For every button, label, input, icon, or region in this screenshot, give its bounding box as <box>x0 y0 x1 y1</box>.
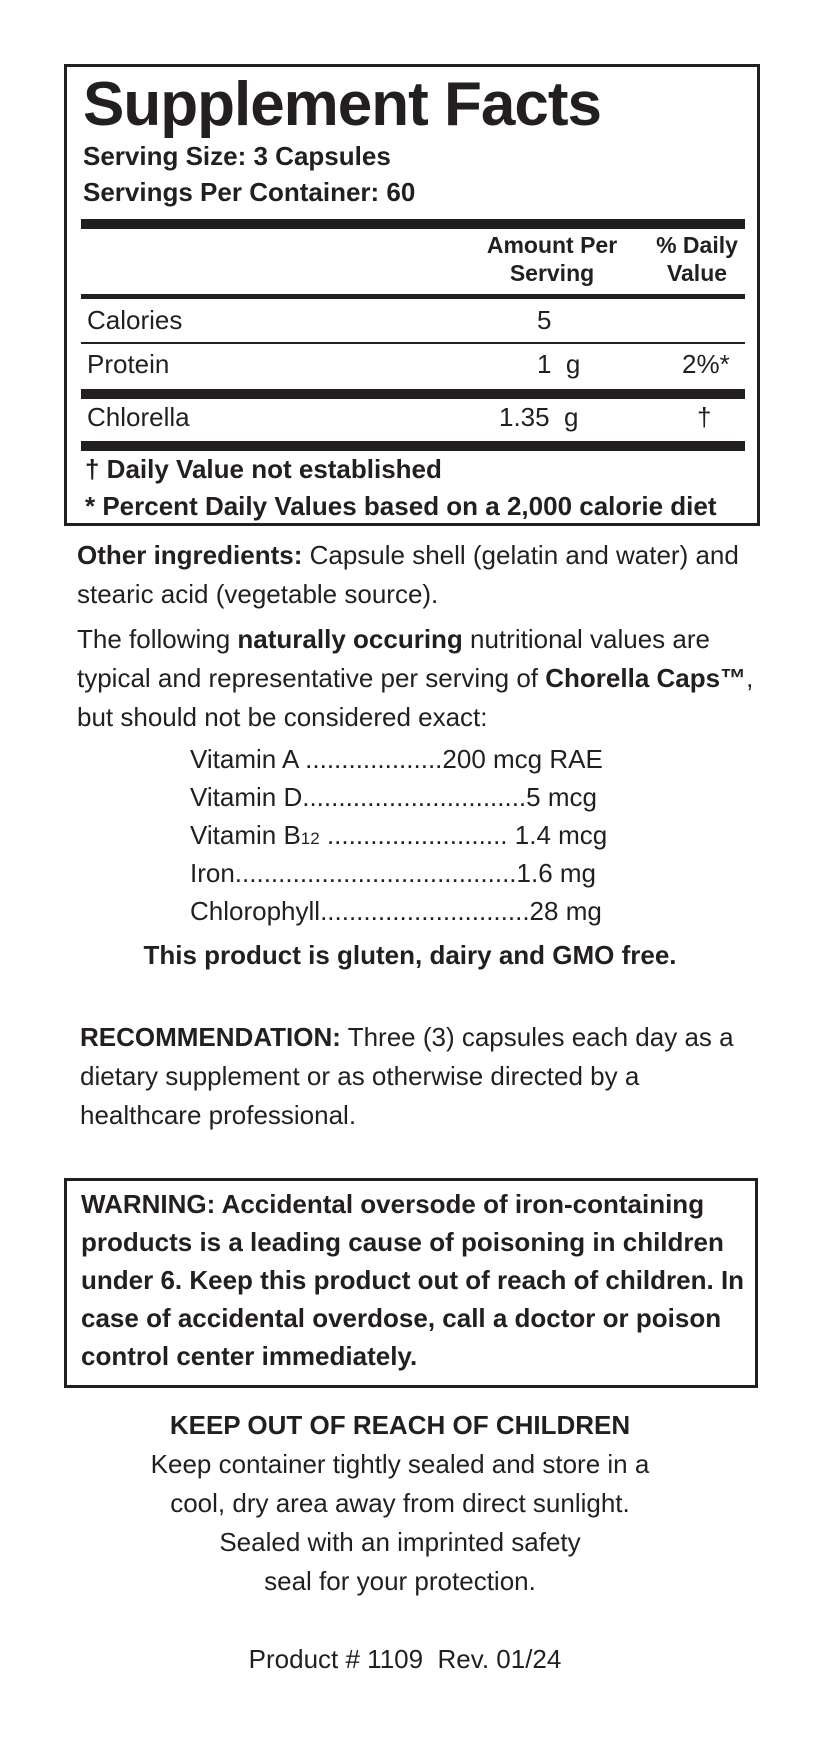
col-amount-header <box>482 231 622 287</box>
thick-rule-bottom <box>81 441 745 451</box>
recommendation-line3: healthcare professional. <box>80 1100 357 1130</box>
col-amount-header-line1: Amount Per <box>486 232 618 258</box>
row-label-protein: Protein <box>87 349 170 379</box>
other-ingredients-line1 <box>77 536 739 575</box>
warning-line5: control center immediately. <box>81 1341 418 1371</box>
storage-line3: Sealed with an imprinted safety <box>219 1527 581 1557</box>
facts-title: Supplement Facts <box>83 70 601 139</box>
gluten-free-statement: This product is gluten, dairy and GMO free. <box>143 940 677 970</box>
serving-size: Serving Size: 3 Capsules <box>83 141 391 171</box>
warning-line1: WARNING: Accidental oversode of iron-containing <box>81 1189 705 1219</box>
natural-l2c: , <box>746 663 754 693</box>
recommendation-line1 <box>80 1018 734 1057</box>
col-dv-header-line2: Value <box>666 260 728 286</box>
thin-rule <box>81 342 745 344</box>
warning-line2: products is a leading cause of poisoning in children <box>81 1227 724 1257</box>
col-amount-header-line2: Serving <box>509 260 595 286</box>
col-dv-header <box>647 231 747 287</box>
iron: Iron.......................................1.6 mg <box>190 858 597 888</box>
vitamin-b12-sub: 12 <box>300 829 320 848</box>
thick-rule-mid <box>81 389 745 399</box>
row-amount-chlorella: 1.35 g <box>499 402 579 432</box>
product-code: Product # 1109 Rev. 01/24 <box>248 1644 562 1674</box>
row-dv-chlorella: † <box>697 402 712 432</box>
other-ingredients-text1: Capsule shell (gelatin and water) and <box>302 540 739 570</box>
row-label-calories: Calories <box>87 305 183 335</box>
natural-line2 <box>77 659 753 698</box>
natural-line1 <box>77 620 710 659</box>
other-ingredients-label: Other ingredients: <box>77 540 303 570</box>
natural-l2a: typical and representative per serving of <box>77 663 546 693</box>
natural-l1a: The following <box>77 624 238 654</box>
recommendation-text1: Three (3) capsules each day as a <box>340 1022 734 1052</box>
supplement-facts-panel <box>64 64 760 526</box>
thick-rule-top <box>81 219 745 229</box>
footnote-percent-dv: * Percent Daily Values based on a 2,000 calorie diet <box>85 491 717 521</box>
col-dv-header-line1: % Daily <box>656 232 738 258</box>
recommendation-label: RECOMMENDATION: <box>80 1022 341 1052</box>
vitamin-a: Vitamin A ...................200 mcg RAE <box>190 744 603 774</box>
keep-out-heading: KEEP OUT OF REACH OF CHILDREN <box>169 1410 631 1440</box>
chlorophyll: Chlorophyll.............................28 mg <box>190 896 602 926</box>
row-amount-calories: 5 <box>537 305 552 335</box>
storage-line4: seal for your protection. <box>264 1566 536 1596</box>
other-ingredients-line2: stearic acid (vegetable source). <box>77 579 439 609</box>
natural-l1c: nutritional values are <box>462 624 710 654</box>
vitamin-b12-name: Vitamin B <box>190 820 301 850</box>
natural-line3: but should not be considered exact: <box>77 702 488 732</box>
servings-per-container: Servings Per Container: 60 <box>83 177 416 207</box>
vitamin-b12-value: ......................... 1.4 mcg <box>319 820 608 850</box>
row-dv-protein: 2%* <box>682 349 730 379</box>
warning-line4: case of accidental overdose, call a doctor or poison <box>81 1303 722 1333</box>
warning-box <box>64 1178 758 1388</box>
vitamin-b12 <box>190 820 607 851</box>
storage-line1: Keep container tightly sealed and store in a <box>150 1449 650 1479</box>
footnote-daily-value: † Daily Value not established <box>85 454 442 484</box>
row-amount-protein: 1 g <box>537 349 581 379</box>
natural-l2b: Chorella Caps™ <box>545 663 747 693</box>
recommendation-line2: dietary supplement or as otherwise directed by a <box>80 1061 640 1091</box>
vitamin-d: Vitamin D...............................5 mcg <box>190 782 597 812</box>
storage-line2: cool, dry area away from direct sunlight. <box>170 1488 630 1518</box>
medium-rule <box>81 294 745 299</box>
warning-line3: under 6. Keep this product out of reach of children. In <box>81 1265 745 1295</box>
natural-l1b: naturally occuring <box>237 624 463 654</box>
row-label-chlorella: Chlorella <box>87 402 190 432</box>
